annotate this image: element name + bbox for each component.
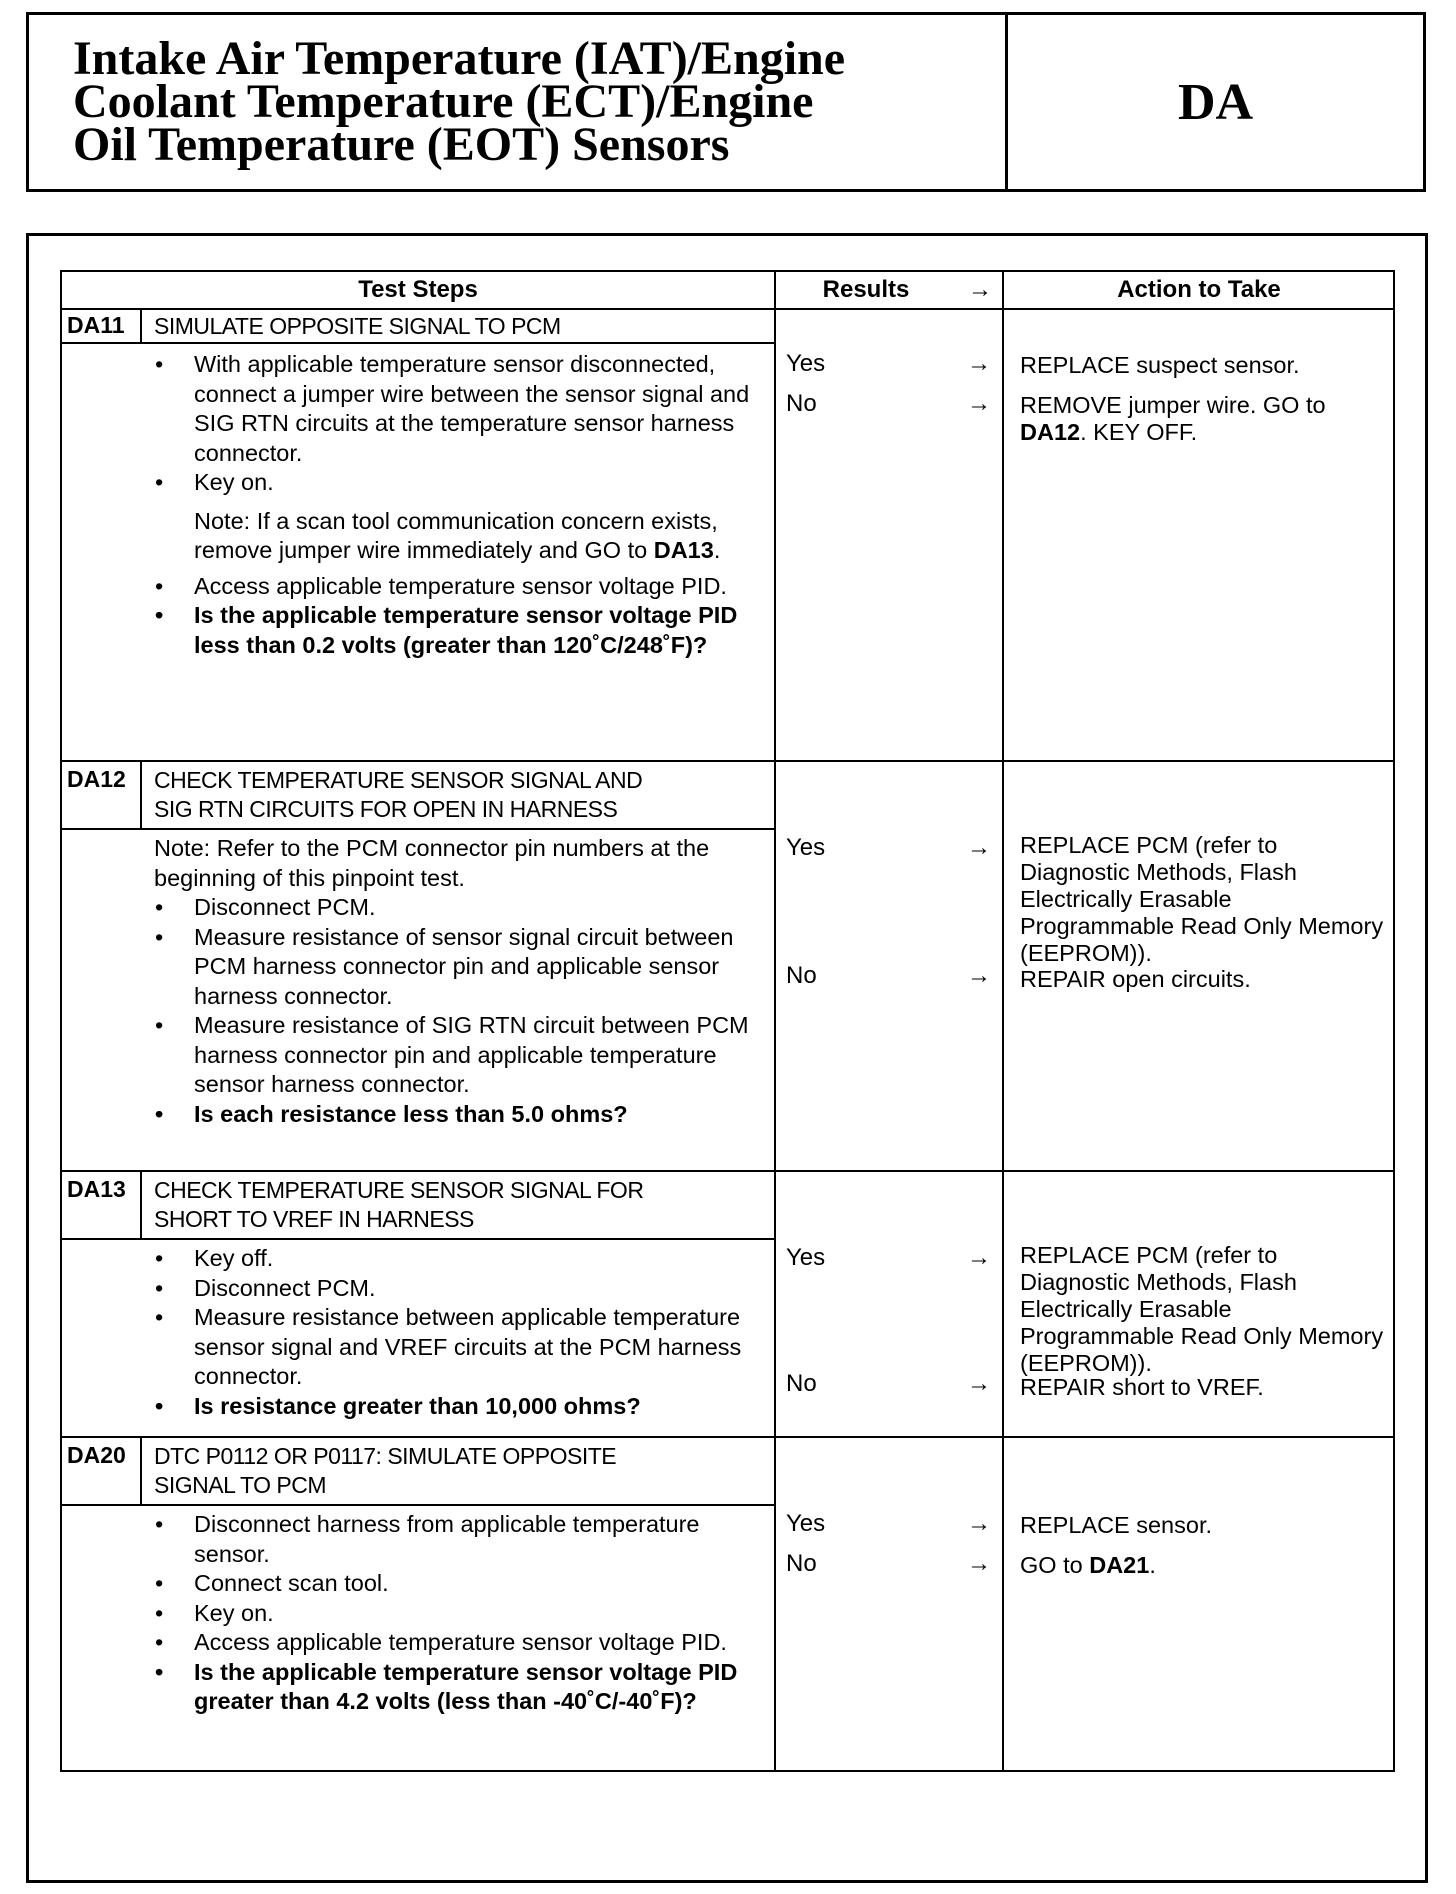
arrow-icon: →	[967, 834, 991, 861]
step-title-line: DTC P0112 OR P0117: SIMULATE OPPOSITE	[154, 1443, 617, 1469]
step-da20	[62, 1438, 1393, 1772]
step-da11	[62, 308, 1393, 762]
action-end: . KEY OFF.	[1080, 419, 1198, 445]
action-yes: REPLACE suspect sensor.	[1020, 352, 1300, 378]
result-yes: Yes	[786, 1244, 826, 1271]
header-action: Action to Take	[1117, 276, 1281, 303]
action-yes: REPLACE PCM (refer to Diagnostic Methods, Flash Electrically Erasable Programmable Read Only Memory (EEPROM)).	[1020, 1242, 1384, 1376]
result-no: No	[786, 1370, 817, 1397]
step-instructions	[142, 834, 774, 1129]
action-no	[1020, 1552, 1390, 1579]
step-da12	[62, 762, 1393, 1172]
header-test-steps: Test Steps	[358, 276, 478, 303]
step-question: • Is each resistance less than 5.0 ohms?	[142, 1100, 774, 1130]
action-no: REPAIR open circuits.	[1020, 966, 1251, 992]
list-item: • With applicable temperature sensor disconnected, connect a jumper wire between the sensor signal and SIG RTN circuits at the temperature sensor harness connector.	[142, 350, 774, 468]
arrow-icon: →	[967, 962, 991, 989]
arrow-icon: →	[967, 1510, 991, 1537]
step-id: DA12	[62, 762, 142, 830]
action-no: REPAIR short to VREF.	[1020, 1374, 1264, 1400]
header-arrow-icon: →	[968, 276, 992, 303]
step-note: Note: Refer to the PCM connector pin numbers at the beginning of this pinpoint test.	[154, 835, 710, 891]
list-item: • Disconnect PCM.	[142, 1274, 774, 1304]
title-line-2: Coolant Temperature (ECT)/Engine	[73, 75, 814, 128]
step-title-line: CHECK TEMPERATURE SENSOR SIGNAL AND	[154, 767, 643, 793]
result-no: No	[786, 962, 817, 989]
step-instructions	[142, 1244, 774, 1421]
arrow-icon: →	[967, 1244, 991, 1271]
step-title	[142, 762, 774, 830]
page-title	[73, 32, 973, 171]
arrow-icon: →	[967, 1370, 991, 1397]
step-title-line: SIGNAL TO PCM	[154, 1472, 327, 1498]
step-instructions	[142, 1510, 774, 1717]
step-title-line: SHORT TO VREF IN HARNESS	[154, 1206, 474, 1232]
title-block	[26, 12, 1426, 192]
step-instructions	[142, 350, 774, 660]
step-title	[142, 1172, 774, 1240]
arrow-icon: →	[967, 390, 991, 417]
list-item: • Measure resistance between applicable temperature sensor signal and VREF circuits at the PCM harness connector.	[142, 1303, 774, 1392]
result-yes: Yes	[786, 834, 826, 861]
result-no: No	[786, 390, 817, 417]
action-end: .	[1149, 1552, 1156, 1578]
list-item: • Key on.	[142, 1599, 774, 1629]
list-item: • Connect scan tool.	[142, 1569, 774, 1599]
step-title-line: CHECK TEMPERATURE SENSOR SIGNAL FOR	[154, 1177, 644, 1203]
section-code: DA	[1177, 73, 1254, 131]
list-item: • Access applicable temperature sensor voltage PID.	[142, 572, 774, 602]
step-title-line: SIMULATE OPPOSITE SIGNAL TO PCM	[154, 313, 561, 339]
note-end: .	[713, 537, 721, 563]
step-title	[142, 1438, 774, 1506]
step-note	[142, 507, 774, 566]
table-header	[62, 272, 1393, 310]
step-question: • Is resistance greater than 10,000 ohms?	[142, 1392, 774, 1422]
note-ref: DA13	[653, 537, 714, 563]
title-line-3: Oil Temperature (EOT) Sensors	[73, 118, 730, 171]
result-yes: Yes	[786, 1510, 826, 1537]
step-title-line: SIG RTN CIRCUITS FOR OPEN IN HARNESS	[154, 796, 618, 822]
list-item: • Measure resistance of SIG RTN circuit between PCM harness connector pin and applicable temperature sensor harness connector.	[142, 1011, 774, 1100]
list-item: • Measure resistance of sensor signal circuit between PCM harness connector pin and applicable sensor harness connector.	[142, 923, 774, 1012]
list-item: • Disconnect harness from applicable temperature sensor.	[142, 1510, 774, 1569]
test-steps-table	[60, 270, 1395, 1772]
step-id: DA11	[62, 308, 142, 344]
arrow-icon: →	[967, 350, 991, 377]
action-text: GO to	[1020, 1552, 1090, 1578]
step-title	[142, 308, 774, 344]
list-item: • Disconnect PCM.	[142, 893, 774, 923]
result-yes: Yes	[786, 350, 826, 377]
action-text: REMOVE jumper wire. GO to	[1020, 392, 1326, 418]
step-question: • Is the applicable temperature sensor voltage PID less than 0.2 volts (greater than 120˚C/248˚F)?	[142, 601, 774, 660]
result-no: No	[786, 1550, 817, 1577]
list-item: • Key on.	[142, 468, 774, 498]
action-ref: DA21	[1089, 1552, 1150, 1578]
list-item: • Key off.	[142, 1244, 774, 1274]
step-da13	[62, 1172, 1393, 1436]
note-text: Note: If a scan tool communication concern exists, remove jumper wire immediately and GO to	[194, 507, 718, 563]
arrow-icon: →	[967, 1550, 991, 1577]
step-id: DA13	[62, 1172, 142, 1240]
action-yes: REPLACE sensor.	[1020, 1512, 1213, 1538]
step-id: DA20	[62, 1438, 142, 1506]
title-line-1: Intake Air Temperature (IAT)/Engine	[73, 32, 846, 85]
action-no	[1020, 392, 1390, 446]
action-ref: DA12	[1020, 419, 1081, 445]
list-item: • Access applicable temperature sensor voltage PID.	[142, 1628, 774, 1658]
header-results: Results	[822, 276, 910, 303]
action-yes: REPLACE PCM (refer to Diagnostic Methods, Flash Electrically Erasable Programmable Read Only Memory (EEPROM)).	[1020, 832, 1384, 966]
step-question: • Is the applicable temperature sensor voltage PID greater than 4.2 volts (less than -40˚C/-40˚F)?	[142, 1658, 774, 1717]
